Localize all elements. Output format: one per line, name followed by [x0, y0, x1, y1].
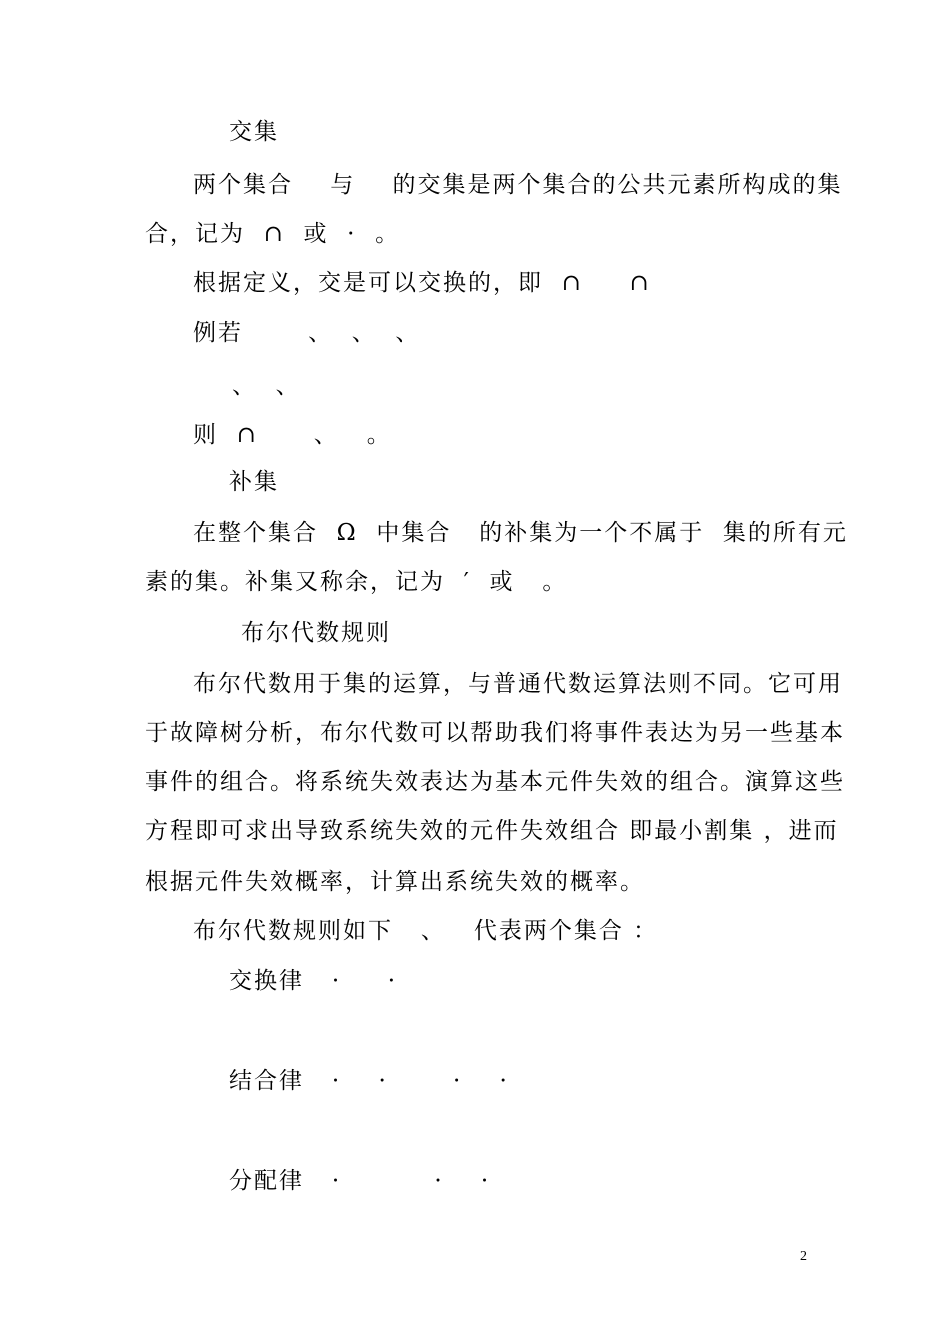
- section-heading-intersection: 交集: [229, 119, 279, 145]
- boolean-paragraph-line-4: 方程即可求出导致系统失效的元件失效组合 即最小割集 ，进而: [145, 818, 839, 844]
- boolean-paragraph-line-3: 事件的组合。将系统失效表达为基本元件失效的组合。演算这些: [145, 769, 845, 795]
- boolean-paragraph-line-1: 布尔代数用于集的运算，与普通代数运算法则不同。它可用: [193, 671, 843, 697]
- boolean-paragraph-line-5: 根据元件失效概率，计算出系统失效的概率。: [145, 869, 645, 895]
- intersection-example-line-1: 例若 、 、 、: [193, 320, 421, 346]
- intersection-commutative-note: 根据定义，交是可以交换的，即 ∩ ∩: [193, 270, 651, 296]
- complement-definition-line-1: 在整个集合 Ω 中集合 的补集为一个不属于 集的所有元: [193, 520, 848, 546]
- intersection-example-line-2: 、 、: [232, 373, 301, 399]
- intersection-definition-line-1: 两个集合 与 的交集是两个集合的公共元素所构成的集: [193, 172, 843, 198]
- boolean-paragraph-line-2: 于故障树分析，布尔代数可以帮助我们将事件表达为另一些基本: [145, 720, 845, 746]
- boolean-rules-intro: 布尔代数规则如下 、 代表两个集合 ：: [193, 918, 659, 944]
- rule-commutative-law: 交换律 · ·: [229, 968, 398, 994]
- intersection-example-result: 则 ∩ 、 。: [193, 422, 392, 448]
- complement-definition-line-2: 素的集。补集又称余，记为 ′ 或 。: [145, 569, 568, 595]
- rule-distributive-law: 分配律 · · ·: [229, 1168, 491, 1194]
- section-heading-boolean-algebra: 布尔代数规则: [241, 620, 391, 646]
- rule-associative-law: 结合律 · · · ·: [229, 1068, 509, 1094]
- section-heading-complement: 补集: [229, 469, 279, 495]
- page-number: 2: [800, 1249, 807, 1264]
- intersection-definition-line-2: 合，记为 ∩ 或 · 。: [145, 221, 401, 247]
